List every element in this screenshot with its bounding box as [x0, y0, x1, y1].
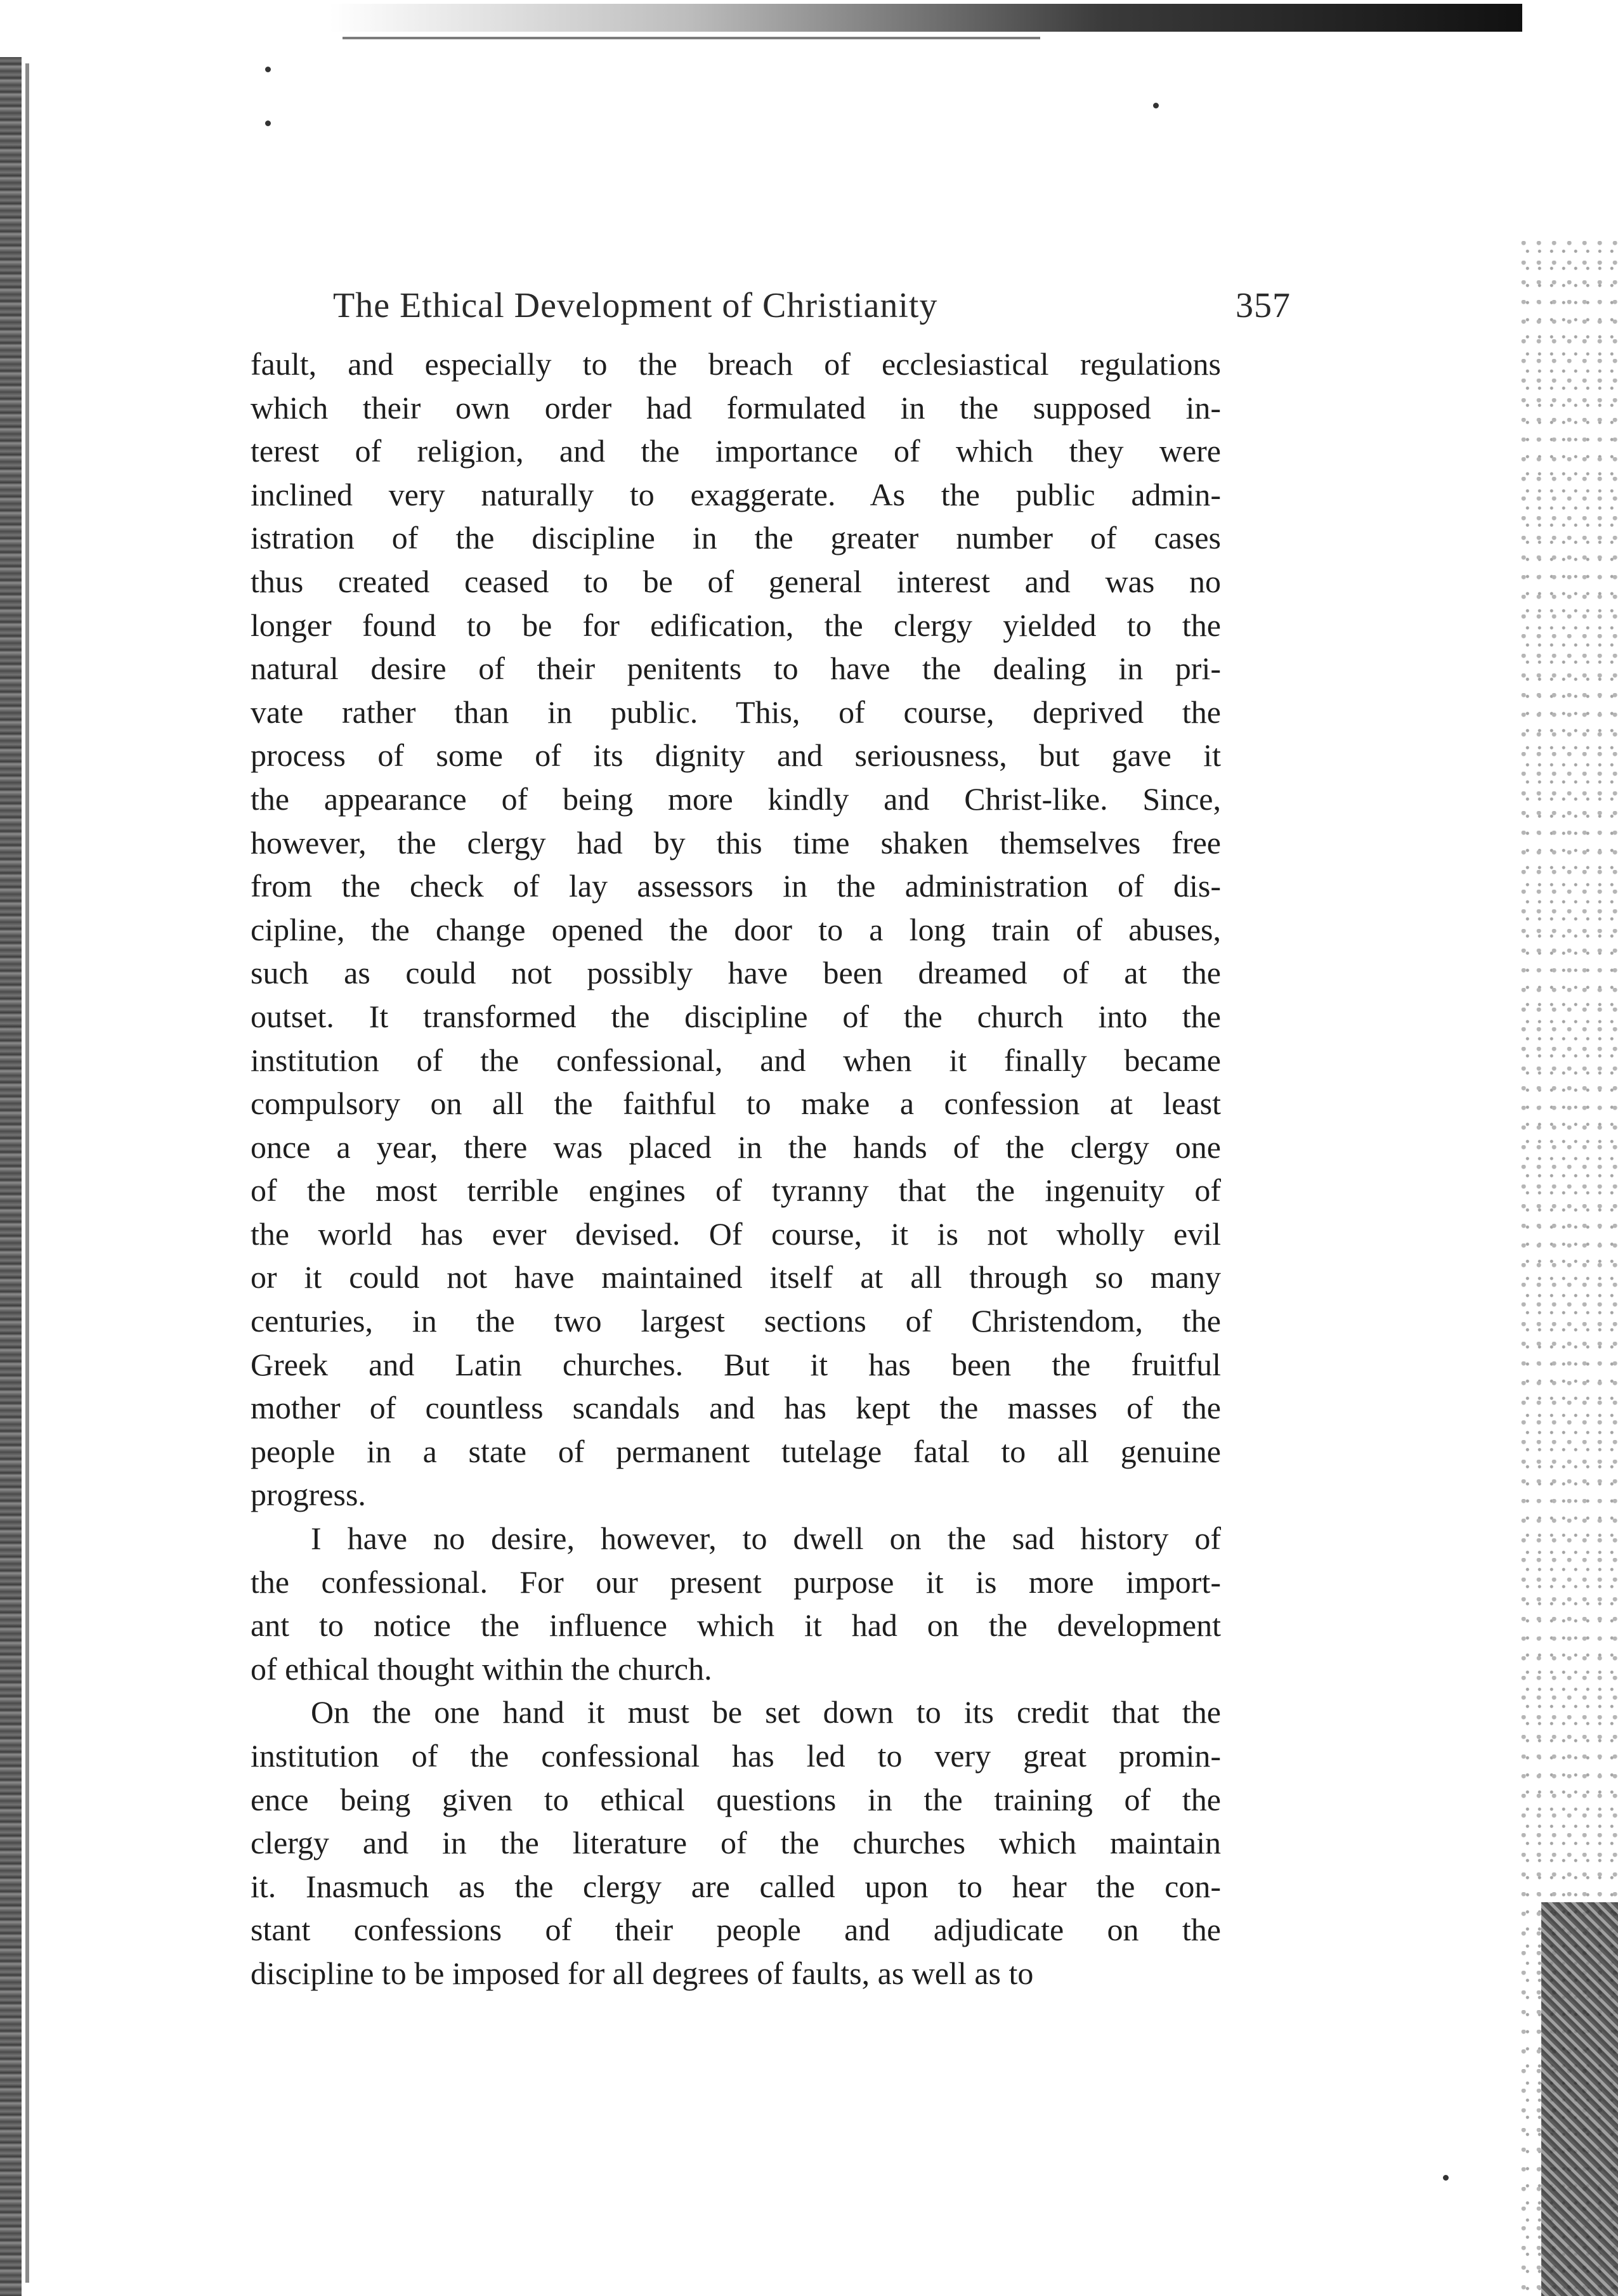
scan-binding-line: [25, 63, 29, 2283]
page-number: 357: [1236, 286, 1291, 325]
text-line: from the check of lay assessors in the administration of dis-: [251, 868, 1221, 904]
text-line: stant confessions of their people and adjudicate on the: [251, 1912, 1221, 1948]
text-line: cipline, the change opened the door to a long train of abuses,: [251, 911, 1221, 947]
text-line: I have no desire, however, to dwell on the sad history of: [311, 1521, 1221, 1557]
text-line: centuries, in the two largest sections of Christendom, the: [251, 1303, 1221, 1339]
text-line: institution of the confessional, and when it finally became: [251, 1042, 1221, 1078]
text-line: terest of religion, and the importance of which they were: [251, 433, 1221, 469]
scan-top-edge: [330, 4, 1522, 32]
text-line: progress.: [251, 1477, 366, 1513]
paragraph: [251, 1690, 1221, 1995]
body-text: [251, 342, 1221, 1995]
text-line: once a year, there was placed in the hands of the clergy one: [251, 1129, 1221, 1165]
text-line: On the one hand it must be set down to its credit that the: [311, 1694, 1221, 1730]
text-line: which their own order had formulated in the supposed in-: [251, 389, 1221, 425]
text-line: institution of the confessional has led to very great promin-: [251, 1738, 1221, 1774]
text-line: people in a state of permanent tutelage fatal to all genuine: [251, 1433, 1221, 1469]
scan-speck: [1443, 2175, 1449, 2181]
text-line: Greek and Latin churches. But it has been the fruitful: [251, 1346, 1221, 1382]
text-line: of the most terrible engines of tyranny that the ingenuity of: [251, 1172, 1221, 1209]
text-line: longer found to be for edification, the clergy yielded to the: [251, 607, 1221, 643]
text-line: outset. It transformed the discipline of the church into the: [251, 998, 1221, 1034]
scan-speck: [1153, 103, 1159, 108]
text-line: such as could not possibly have been dreamed of at the: [251, 955, 1221, 991]
text-line: process of some of its dignity and seriousness, but gave it: [251, 737, 1221, 774]
text-line: thus created ceased to be of general interest and was no: [251, 563, 1221, 599]
text-line: natural desire of their penitents to have the dealing in pri-: [251, 651, 1221, 687]
running-head: [333, 285, 1291, 342]
text-line: inclined very naturally to exaggerate. As the public admin-: [251, 476, 1221, 512]
scan-speck: [265, 67, 271, 72]
text-line: the confessional. For our present purpose it is more import-: [251, 1564, 1221, 1600]
scan-binding-shadow: [0, 57, 22, 2296]
text-line: the appearance of being more kindly and Christ-like. Since,: [251, 781, 1221, 817]
text-line: compulsory on all the faithful to make a confession at least: [251, 1086, 1221, 1122]
text-line: fault, and especially to the breach of ecclesiastical regulations: [251, 346, 1221, 382]
text-line: ence being given to ethical questions in the training of the: [251, 1781, 1221, 1817]
text-line: discipline to be imposed for all degrees of faults, as well as to: [251, 1955, 1034, 1991]
text-line: istration of the discipline in the greater number of cases: [251, 520, 1221, 556]
scan-speck: [265, 120, 271, 126]
text-line: however, the clergy had by this time shaken themselves free: [251, 824, 1221, 860]
paragraph: [251, 342, 1221, 1517]
text-line: of ethical thought within the church.: [251, 1651, 712, 1687]
text-line: mother of countless scandals and has kept the masses of the: [251, 1390, 1221, 1426]
text-line: it. Inasmuch as the clergy are called upon to hear the con-: [251, 1868, 1221, 1904]
text-line: vate rather than in public. This, of course, deprived the: [251, 694, 1221, 730]
text-line: ant to notice the influence which it had on the development: [251, 1607, 1221, 1644]
scan-right-edge-shadow: [1541, 1902, 1618, 2296]
paragraph: [251, 1517, 1221, 1690]
scan-top-line: [343, 37, 1040, 39]
text-line: or it could not have maintained itself at all through so many: [251, 1259, 1221, 1295]
text-line: clergy and in the literature of the churches which maintain: [251, 1825, 1221, 1861]
book-page: [251, 285, 1291, 1995]
text-line: the world has ever devised. Of course, it is not wholly evil: [251, 1216, 1221, 1252]
running-head-title: The Ethical Development of Christianity: [333, 286, 938, 325]
